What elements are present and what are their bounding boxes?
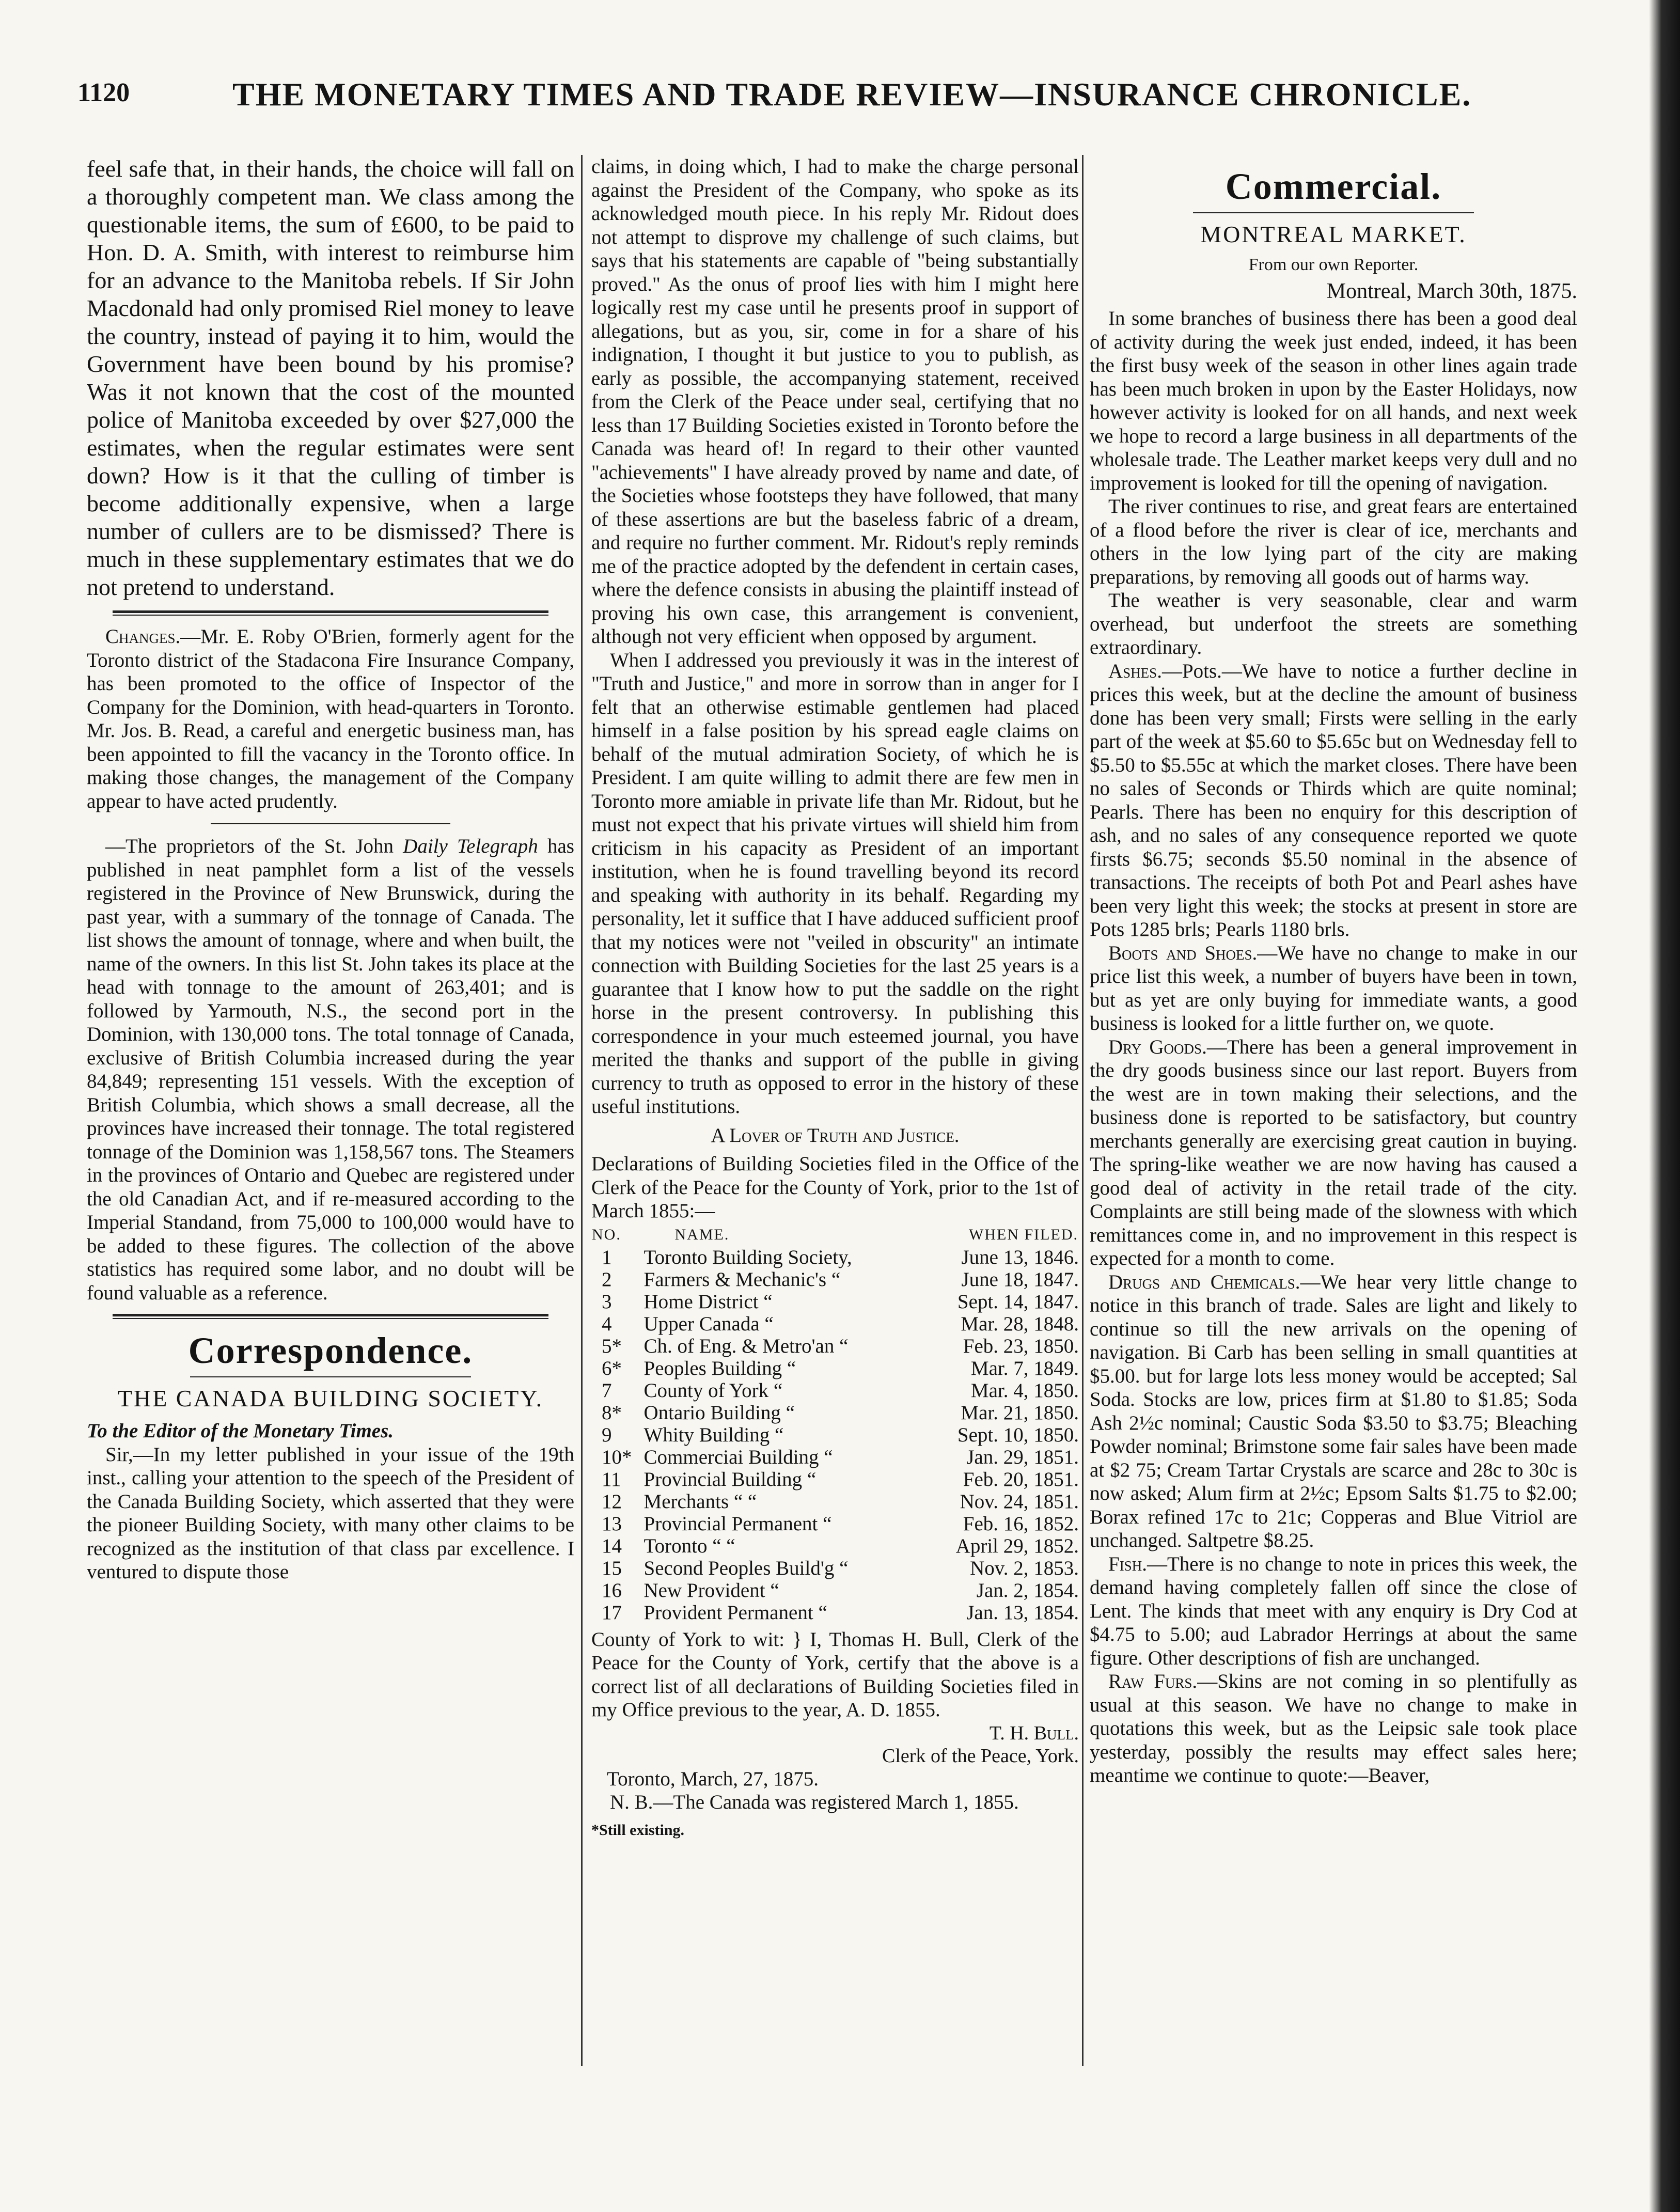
correspondence-heading: Correspondence. — [188, 1330, 473, 1371]
table-header-row — [591, 1223, 1079, 1246]
drugs-lead: Drugs and Chemicals. — [1108, 1270, 1300, 1293]
society-date: Feb. 20, 1851. — [963, 1468, 1079, 1491]
society-date: Feb. 16, 1852. — [963, 1512, 1079, 1535]
boots-lead: Boots and Shoes. — [1108, 942, 1258, 964]
changes-body: —Mr. E. Roby O'Brien, formerly agent for the Toronto district of the Stadacona Fire Insurance Company, has been promoted to the office of Inspector of the Company for the Dominion, with head-quarters in Toronto. Mr. Jos. B. Read, a careful and energetic business man, has been appointed to fill the vacancy in the Toronto office. In making those changes, the management of the Company appear to have acted prudently. — [87, 625, 574, 812]
ashes-body: —Pots.—We have to notice a further decline in prices this week, but at the decline the amount of business done has been very small; Firsts were selling in the early part of the week at $5.60 to $5.65c but on Wednesday fell to $5.50 to $5.55c at which the market closes. There have been no sales of Seconds or Thirds which are quite nominal; Pearls. There has been no enquiry for this description of ash, and no sales of any consequence reported we quote firsts $6.75; seconds $5.50 nominal in the absence of transactions. The receipts of both Pot and Pearl ashes have been very light this week; the stocks at present in store are Pots 1285 brls; Pearls 1180 brls. — [1090, 660, 1577, 940]
table-row — [591, 1446, 1079, 1468]
page-number: 1120 — [77, 78, 130, 107]
place-date: Toronto, March, 27, 1875. — [607, 1767, 819, 1790]
fish-body: —There is no change to note in prices this week, the demand having completely fallen off since the close of Lent. The kinds that meet with any enquiry is Dry Cod at $4.75 to 5.00; aud Labrador Herrings at about the same figure. Other descriptions of fish are unchanged. — [1090, 1552, 1577, 1669]
society-no: 3 — [602, 1290, 612, 1313]
column-2 — [591, 155, 1079, 2112]
society-date: Sept. 10, 1850. — [957, 1423, 1079, 1446]
newspaper-name: Daily Telegraph — [403, 835, 538, 857]
declarations-intro: Declarations of Building Societies filed in the Office of the Clerk of the Peace for the County of York, prior to the 1st of March 1855:— — [591, 1153, 1079, 1222]
fish-lead: Fish. — [1108, 1552, 1147, 1575]
furs-lead: Raw Furs. — [1108, 1670, 1198, 1692]
society-no: 8* — [602, 1401, 622, 1424]
table-row — [591, 1491, 1079, 1513]
society-name: County of York “ — [643, 1379, 783, 1402]
society-no: 10* — [602, 1446, 632, 1468]
ashes-lead: Ashes. — [1108, 660, 1162, 682]
tonnage-text-a: —The proprietors of the St. John — [105, 835, 403, 857]
society-date: Mar. 21, 1850. — [961, 1401, 1079, 1424]
column-divider — [581, 155, 583, 2066]
society-no: 1 — [602, 1246, 612, 1268]
society-no: 4 — [602, 1312, 612, 1335]
society-no: 6* — [602, 1357, 622, 1379]
society-name: Farmers & Mechanic's “ — [643, 1268, 841, 1291]
table-row — [591, 1468, 1079, 1491]
society-date: Nov. 2, 1853. — [970, 1557, 1079, 1579]
table-row — [591, 1379, 1079, 1402]
society-date: Jan. 13, 1854. — [966, 1601, 1079, 1624]
society-date: June 13, 1846. — [961, 1246, 1079, 1268]
footnote: *Still existing. — [591, 1821, 685, 1839]
dry-goods-paragraph — [1090, 1036, 1577, 1270]
society-date: Jan. 29, 1851. — [966, 1446, 1079, 1468]
short-divider — [1193, 212, 1474, 213]
table-row — [591, 1557, 1079, 1579]
society-no: 5* — [602, 1335, 622, 1357]
market-paragraph: The river continues to rise, and great fears are entertained of a flood before the river is clear of ice, merchants and others in the low lying part of the city are making preparations, by removing all goods out of harms way. — [1090, 495, 1577, 588]
society-date: June 18, 1847. — [961, 1268, 1079, 1291]
society-no: 12 — [602, 1490, 622, 1513]
column-header-no: NO. — [592, 1226, 621, 1243]
society-name: Provincial Permanent “ — [643, 1512, 832, 1535]
market-paragraph: The weather is very seasonable, clear and warm overhead, but underfoot the streets are something extraordinary. — [1090, 589, 1577, 658]
society-date: Nov. 24, 1851. — [960, 1490, 1079, 1513]
table-row — [591, 1313, 1079, 1335]
dry-goods-body: —There has been a general improvement in the dry goods business since our last report. Buyers from the west are in town making their selections, and the business done is reported to be satisfactory, but country merchants generally are exercising great caution in buying. The spring-like weather we are now having has caused a good deal of activity in the retail trade of the city. Complaints are still being made of the slowness with which remittances come in, and no improvement in this respect is expected for a month to come. — [1090, 1036, 1577, 1269]
market-paragraph: In some branches of business there has been a good deal of activity during the week just ended, indeed, it has been the first busy week of the season in other lines again trade has been much broken in upon by the Easter Holidays, now however activity is looked for on all hands, and next week we hope to record a large business in all departments of the wholesale trade. The Leather market keeps very dull and no improvement is looked for till the opening of navigation. — [1090, 307, 1577, 494]
society-date: Sept. 14, 1847. — [957, 1290, 1079, 1313]
signer-name: T. H. Bull. — [989, 1722, 1079, 1744]
column-header-date: WHEN FILED. — [969, 1226, 1078, 1243]
ashes-paragraph — [1090, 660, 1577, 942]
society-date: Jan. 2, 1854. — [976, 1579, 1079, 1602]
furs-paragraph — [1090, 1670, 1577, 1787]
society-no: 15 — [602, 1557, 622, 1579]
column-header-name: NAME. — [674, 1226, 730, 1243]
society-date: Mar. 28, 1848. — [961, 1312, 1079, 1335]
society-name: Merchants “ “ — [643, 1490, 757, 1513]
drugs-paragraph — [1090, 1270, 1577, 1552]
dry-goods-lead: Dry Goods. — [1108, 1036, 1207, 1058]
boots-body: —We have no change to make in our price list this week, a number of buyers have been in town, but as yet are only buying for immediate wants, a good business is looked for a little further on, we quote. — [1090, 942, 1577, 1034]
section-divider — [113, 1314, 548, 1319]
changes-paragraph — [87, 625, 574, 813]
letter-paragraph: When I addressed you previously it was in the interest of "Truth and Justice," and more in sorrow than in anger for I felt that an otherwise estimable gentlemen had placed himself in a false position by his spread eagle claims on behalf of the mutual admiration Society, of which he is President. I am quite willing to admit there are few men in Toronto more amiable in private life than Mr. Ridout, but he must not expect that his private virtues will shield him from criticism in his capacity as President of an important institution, when he is found travelling beyond its record and speaking with authority in its behalf. Regarding my personality, let it suffice that I have adduced sufficient proof that my notices were not "veiled in obscurity" an intimate connection with Building Societies for the last 25 years is a guarantee that I know how to put the saddle on the right horse in the present controversy. In publishing this correspondence in your much esteemed journal, you have merited the thanks and support of the publle in giving currency to truth as opposed to error in the history of these useful institutions. — [591, 649, 1079, 1118]
changes-lead: Changes. — [105, 625, 181, 648]
society-no: 16 — [602, 1579, 622, 1602]
society-name: Toronto “ “ — [643, 1534, 735, 1557]
table-row — [591, 1291, 1079, 1313]
nota-bene: N. B.—The Canada was registered March 1, 1855. — [610, 1791, 1019, 1813]
table-row — [591, 1357, 1079, 1379]
society-name: Second Peoples Build'g “ — [643, 1557, 849, 1579]
boots-paragraph — [1090, 942, 1577, 1036]
table-row — [591, 1579, 1079, 1602]
society-date: Mar. 4, 1850. — [970, 1379, 1079, 1402]
publication-title: THE MONETARY TIMES AND TRADE REVIEW—INSURANCE CHRONICLE. — [232, 76, 1472, 113]
table-row — [591, 1602, 1079, 1624]
furs-body: —Skins are not coming in so plentifully as usual at this season. We have no change to make in quotations this week, but as the Leipsic sale took place yesterday, possibly the results may effect sales here; meantime we continue to quote:—Beaver, — [1090, 1670, 1577, 1786]
salutation: To the Editor of the Monetary Times. — [87, 1420, 394, 1442]
society-no: 7 — [602, 1379, 612, 1402]
table-row — [591, 1335, 1079, 1357]
scan-binding-edge — [1649, 0, 1680, 2212]
section-divider — [113, 610, 548, 616]
society-name: Whity Building “ — [643, 1423, 784, 1446]
dateline: Montreal, March 30th, 1875. — [1326, 279, 1577, 303]
short-divider — [190, 1376, 471, 1377]
society-no: 9 — [602, 1423, 612, 1446]
society-name: New Provident “ — [643, 1579, 779, 1602]
society-date: Mar. 7, 1849. — [970, 1357, 1079, 1379]
drugs-body: —We hear very little change to notice in this branch of trade. Sales are light and likely to continue so till the new arrivals on the opening of navigation. Bi Carb has been selling in small quantities at $5.00. but for large lots less money would be accepted; Sal Soda. Stocks are low, prices firm at $1.80 to $1.85; Soda Ash 2½c nominal; Caustic Soda $3.50 to $3.75; Bleaching Powder nominal; Brimstone some fair sales have been made at $2 75; Cream Tartar Crystals are scarce and 28c to 30c is now asked; Alum firm at 2½c; Epsom Salts $1.75 to $2.00; Borax refined 17c to 21c; Copperas and Blue Vitriol are unchanged. Saltpetre $8.25. — [1090, 1270, 1577, 1551]
column-1 — [87, 155, 574, 2025]
table-row — [591, 1402, 1079, 1424]
society-no: 11 — [602, 1468, 621, 1491]
letter-paragraph: claims, in doing which, I had to make the charge personal against the President of the Company, who spoke as its acknowledged mouth piece. In his reply Mr. Ridout does not attempt to disprove my challenge of such claims, but says that his statements are capable of "being substantially proved." As the onus of proof lies with him I might here logically rest my case until he presents proof in support of allegations, but as you, sir, come in for a share of his indignation, I thought it but justice to you to publish, as early as possible, the accompanying statement, received from the Clerk of the Peace under seal, certifying that no less than 17 Building Societies existed in Toronto before the Canada was heard of! In regard to their other vaunted "achievements" I have already proved by name and date, of the Societies whose footsteps they have followed, that many of these assertions are but the baseless fabric of a dream, and require no further comment. Mr. Ridout's reply reminds me of the practice adopted by the defendent in certain cases, where the defence consists in abusing the plaintiff instead of proving his own case, this arrangement is convenient, although not very efficient when opposed by argument. — [591, 155, 1079, 648]
society-no: 2 — [602, 1268, 612, 1291]
tonnage-paragraph — [87, 835, 574, 1305]
table-row — [591, 1268, 1079, 1291]
society-date: Feb. 23, 1850. — [963, 1335, 1079, 1357]
commercial-heading: Commercial. — [1225, 166, 1442, 207]
short-divider — [211, 823, 450, 824]
society-no: 17 — [602, 1601, 622, 1624]
society-name: Upper Canada “ — [643, 1312, 774, 1335]
letter-signature: A Lover of Truth and Justice. — [711, 1124, 960, 1147]
masthead — [77, 62, 1472, 129]
table-row — [591, 1513, 1079, 1535]
society-name: Toronto Building Society, — [643, 1246, 852, 1268]
society-name: Provincial Building “ — [643, 1468, 817, 1491]
society-name: Provident Permanent “ — [643, 1601, 827, 1624]
society-no: 14 — [602, 1534, 622, 1557]
society-no: 13 — [602, 1512, 622, 1535]
signer-title: Clerk of the Peace, York. — [882, 1745, 1079, 1767]
table-row — [591, 1246, 1079, 1268]
certificate: County of York to wit: } I, Thomas H. Bull, Clerk of the Peace for the County of York, certify that the above is a correct list of all declarations of Building Societies filed in my Office previous to the year, A. D. 1855. — [591, 1628, 1079, 1721]
column-divider — [1082, 155, 1084, 2066]
letter-paragraph: Sir,—In my letter published in your issue of the 19th inst., calling your attention to the speech of the President of the Canada Building Society, which asserted that they were the pioneer Building Society, with many other claims to be recognized as the institution of that class par excellence. I ventured to dispute those — [87, 1443, 574, 1583]
table-row — [591, 1535, 1079, 1557]
fish-paragraph — [1090, 1552, 1577, 1670]
society-name: Ch. of Eng. & Metro'an “ — [643, 1335, 849, 1357]
column-3 — [1090, 155, 1577, 2112]
market-title: MONTREAL MARKET. — [1200, 221, 1467, 247]
article-title: THE CANADA BUILDING SOCIETY. — [117, 1385, 544, 1411]
societies-table — [591, 1223, 1079, 1624]
reporter-line: From our own Reporter. — [1248, 255, 1419, 274]
society-name: Ontario Building “ — [643, 1401, 795, 1424]
editorial-paragraph: feel safe that, in their hands, the choice will fall on a thoroughly competent man. We class among the questionable items, the sum of £600, to be paid to Hon. D. A. Smith, with interest to reimburse him for an advance to the Manitoba rebels. If Sir John Macdonald had only promised Riel money to leave the country, instead of paying it to him, would the Government have been bound by his promise? Was it not known that the cost of the mounted police of Manitoba exceeded by over $27,000 the estimates, when the regular estimates were sent down? How is it that the culling of timber is become additionally expensive, when a large number of cullers are to be dismissed? There is much in these supplementary estimates that we do not pretend to understand. — [87, 155, 574, 600]
society-name: Home District “ — [643, 1290, 773, 1313]
society-name: Peoples Building “ — [643, 1357, 796, 1379]
society-date: April 29, 1852. — [955, 1534, 1079, 1557]
tonnage-text-b: has published in neat pamphlet form a list of the vessels registered in the Province of New Brunswick, during the past year, with a summary of the tonnage of Canada. The list shows the amount of tonnage, where and when built, the name of the owners. In this list St. John takes its place at the head with tonnage to the amount of 263,401; and is followed by Yarmouth, N.S., the second port in the Dominion, with 130,000 tons. The total tonnage of Canada, exclusive of British Columbia increased during the year 84,849; representing 151 vessels. With the exception of British Columbia, which shows a small decrease, all the provinces have increased their tonnage. The total registered tonnage of the Dominion was 1,158,567 tons. The Steamers in the provinces of Ontario and Quebec are registered under the old Canadian Act, and if re-measured according to the Imperial Standand, from 75,000 to 100,000 would have to be added to these figures. The collection of the above statistics has required some labor, and no doubt will be found valuable as a reference. — [87, 835, 574, 1304]
table-row — [591, 1424, 1079, 1446]
society-name: Commerciai Building “ — [643, 1446, 833, 1468]
